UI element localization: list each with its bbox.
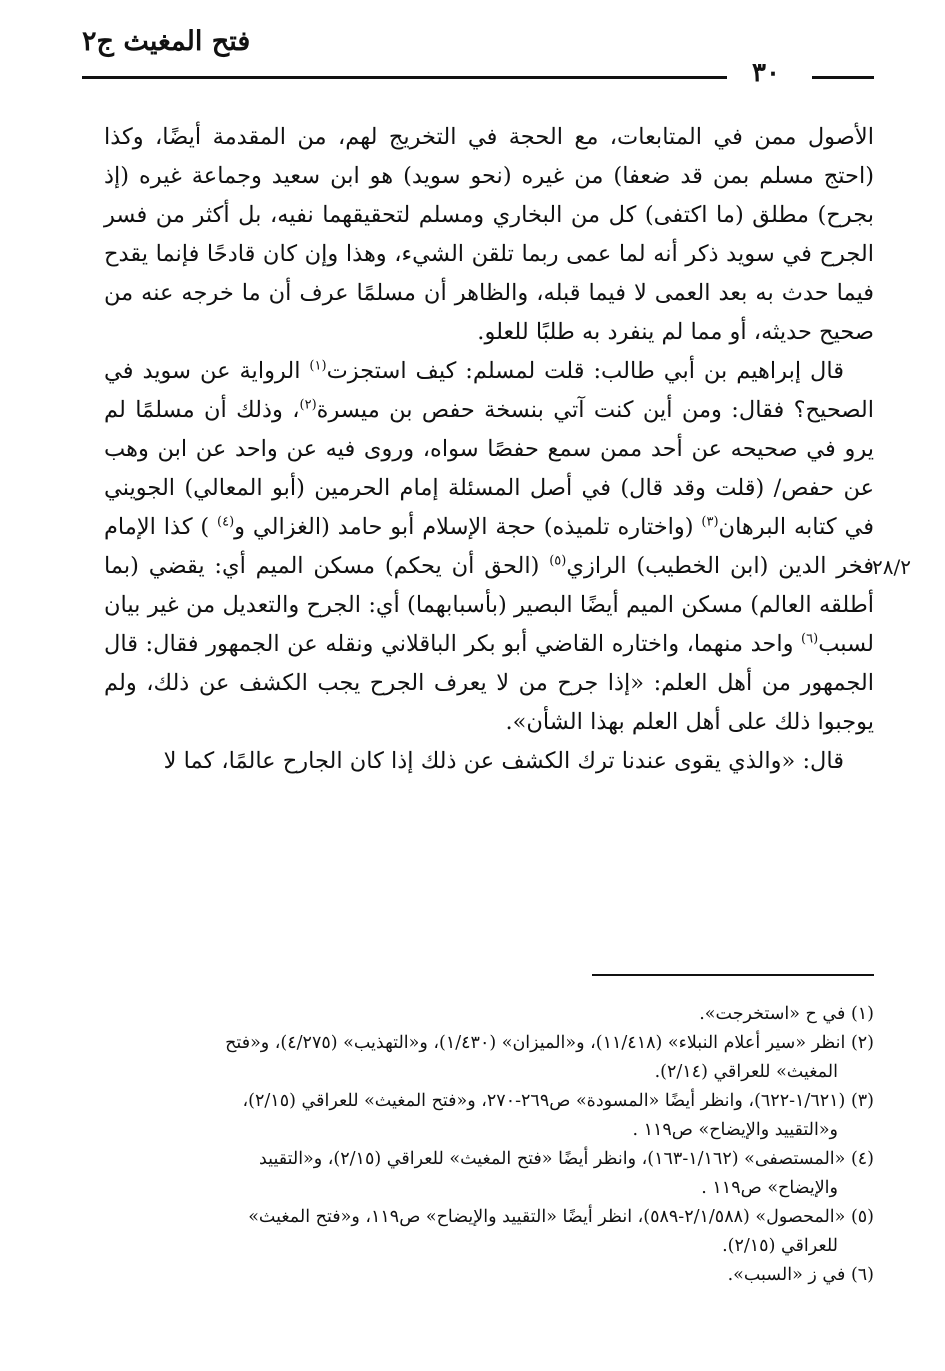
- footnote-ref: (٥): [549, 553, 567, 569]
- text-run: واحد منهما، واختاره القاضي أبو بكر الباقلاني ونقله عن الجمهور فقال: قال الجمهور من أهل العلم: «إذا جرح من لا يعرف الجرح يجب الكشف عن ذلك، ولم يوجبوا ذلك على أهل العلم بهذا الشأن».: [104, 631, 874, 735]
- text-run: ) كذا الإمام فخر الدين (ابن الخطيب) الرازي: [104, 514, 874, 579]
- footnote: [104, 1145, 874, 1203]
- footnote-text: و«التقييد والإيضاح» ص١١٩ .: [632, 1120, 838, 1140]
- footnote-number: (٤): [850, 1149, 874, 1169]
- footnote-ref: (١): [309, 358, 327, 374]
- footnote-ref: (٦): [801, 631, 819, 647]
- paragraph: [104, 352, 874, 742]
- footnote-text: والإيضاح» ص١١٩ .: [701, 1178, 838, 1198]
- footnotes: [104, 1000, 874, 1290]
- text-run: الرواية عن سويد في الصحيح؟ فقال: ومن أين كنت آتي بنسخة حفص بن ميسرة: [104, 358, 874, 423]
- footnote-text: المغيث» للعراقي (٢/١٤).: [654, 1062, 838, 1082]
- footnote-text: للعراقي (٢/١٥).: [722, 1236, 838, 1256]
- text-run: ، وذلك أن مسلمًا لم يرو في صحيحه عن أحد ممن سمع حفصًا سواه، وروى فيه عن واحد عن ابن وهب عن حفص/ (قلت وقد قال) في أصل المسئلة إمام الحرمين (أبو المعالي) الجويني في كتابه البرهان: [104, 397, 874, 540]
- footnote-number: (٦): [850, 1265, 874, 1285]
- header-rule: [82, 76, 727, 79]
- footnote: [104, 1087, 874, 1145]
- footnote-text: «المحصول» (٢/١/٥٨٨-٥٨٩)، انظر أيضًا «التقييد والإيضاح» ص١١٩، و«فتح المغيث»: [248, 1207, 846, 1227]
- text-run: قال إبراهيم بن أبي طالب: قلت لمسلم: كيف استجزت: [326, 358, 844, 384]
- footnote: [104, 1029, 874, 1087]
- footnote-number: (٥): [850, 1207, 874, 1227]
- footnote-text: في ح «استخرجت».: [699, 1004, 846, 1024]
- footnote-number: (٣): [850, 1091, 874, 1111]
- footnote-text: في ز «السبب».: [727, 1265, 846, 1285]
- footnote-text: (١/٦٢١-٦٢٢)، وانظر أيضًا «المسودة» ص٢٦٩-٢٧٠، و«فتح المغيث» للعراقي (٢/١٥)،: [242, 1091, 846, 1111]
- paragraph: قال: «والذي يقوى عندنا ترك الكشف عن ذلك إذا كان الجارح عالمًا، كما لا: [163, 748, 844, 774]
- page-title: فتح المغيث ج٢: [82, 26, 251, 57]
- footnote-text: «المستصفى» (١/١٦٢-١٦٣)، وانظر أيضًا «فتح المغيث» للعراقي (٢/١٥)، و«التقييد: [258, 1149, 846, 1169]
- header-rule-short: [812, 76, 874, 79]
- main-text: [104, 118, 874, 781]
- margin-page-reference: ٢٨/٢: [872, 555, 911, 579]
- paragraph: الأصول ممن في المتابعات، مع الحجة في التخريج لهم، من المقدمة أيضًا، وكذا (احتج مسلم بمن قد ضعفا) من غيره (نحو سويد) هو ابن سعيد وجماعة غيره (إذ بجرح) مطلق (ما اكتفى) كل من البخاري ومسلم لتحقيقهما نفيه، بل أكثر من فسر الجرح في سويد ذكر أنه لما عمى ربما تلقن الشيء، وهذا وإن كان قادحًا فإنما يقدح فيما حدث به بعد العمى لا فيما قبله، والظاهر أن مسلمًا عرف أن ما خرجه عنه من صحيح حديثه، أو مما لم ينفرد به طلبًا للعلو.: [104, 124, 874, 345]
- footnote-ref: (٤): [217, 514, 235, 530]
- footnote: [104, 1261, 874, 1290]
- footnote-text: انظر «سير أعلام النبلاء» (١١/٤١٨)، و«الميزان» (١/٤٣٠)، و«التهذيب» (٤/٢٧٥)، و«فتح: [225, 1033, 846, 1053]
- footnote: [104, 1000, 874, 1029]
- footnote: [104, 1203, 874, 1261]
- footnote-ref: (٣): [701, 514, 719, 530]
- footnote-number: (١): [850, 1004, 874, 1024]
- footnote-number: (٢): [850, 1033, 874, 1053]
- footnote-separator: [592, 974, 874, 976]
- footnote-ref: (٢): [299, 397, 317, 413]
- text-run: (الحق أن يحكم) مسكن الميم أي: يقضي (بما أطلقه العالم) مسكن الميم أيضًا البصير (بأسبابهما) أي: الجرح والتعديل من غير بيان لسبب: [104, 553, 874, 657]
- page-number: ٣٠: [752, 58, 780, 88]
- text-run: (واختاره تلميذه) حجة الإسلام أبو حامد (الغزالي و: [234, 514, 702, 540]
